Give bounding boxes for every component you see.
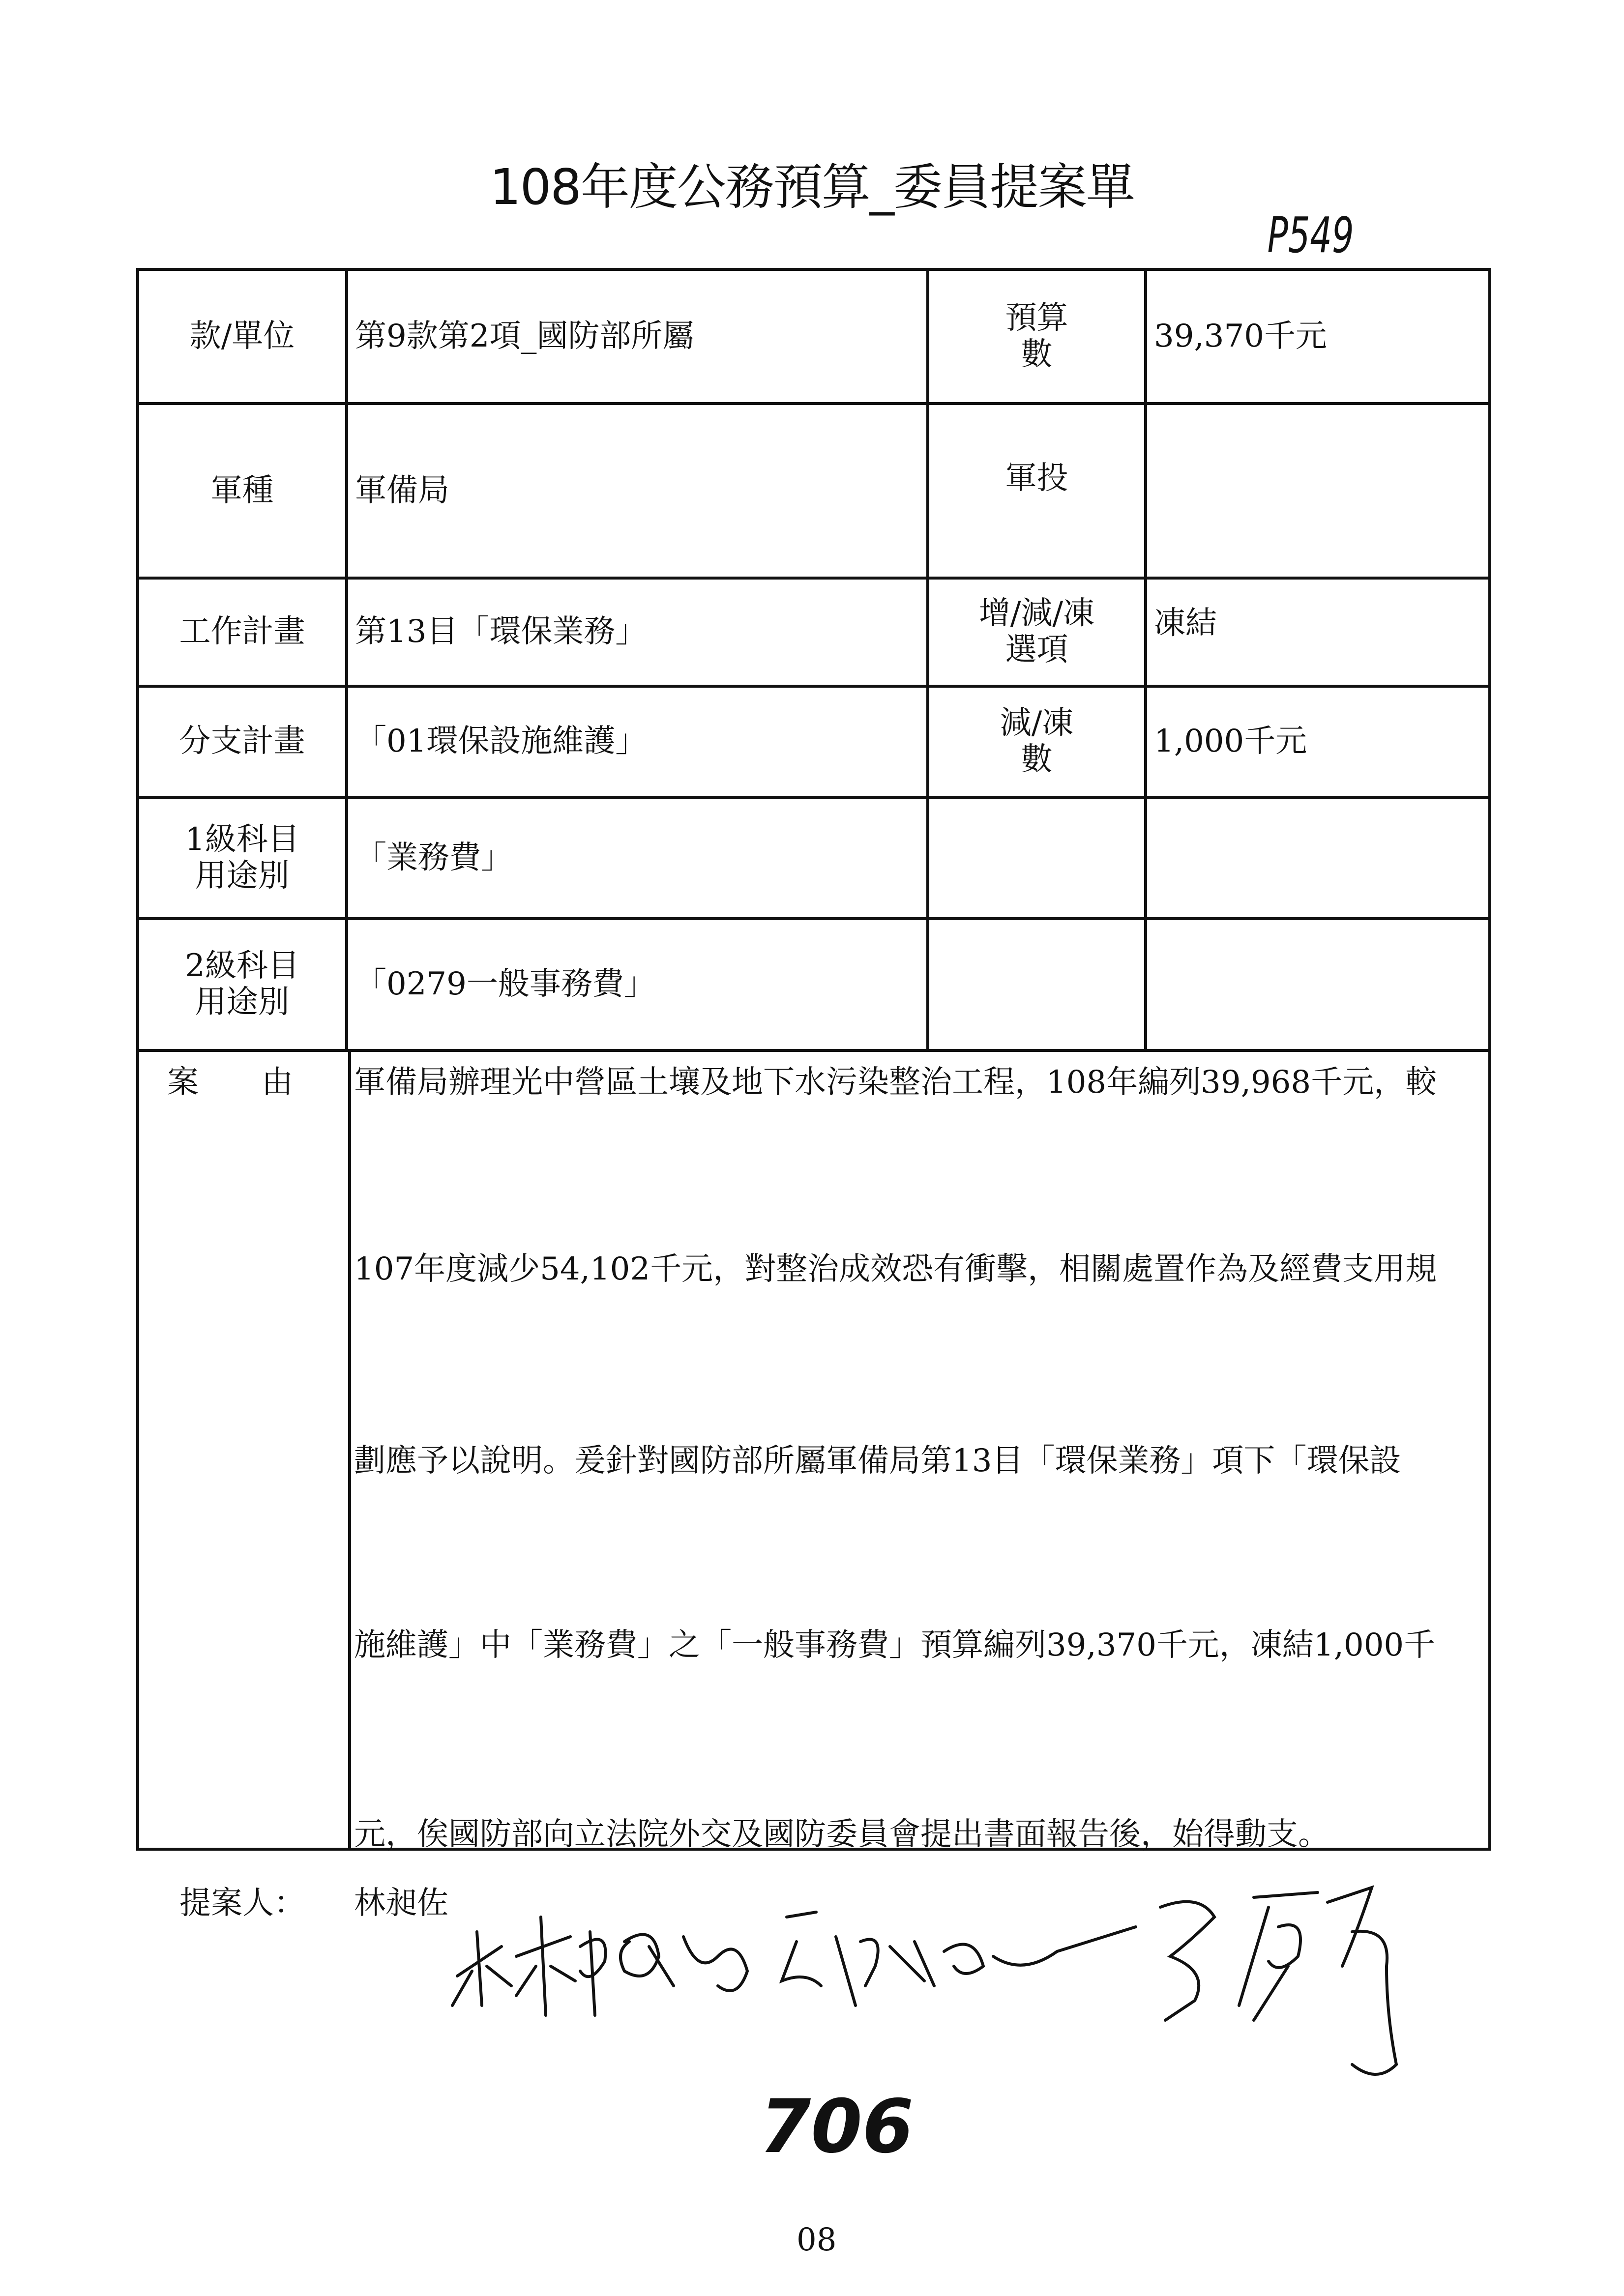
signature-stroke	[516, 1917, 575, 2015]
signature-stroke	[452, 1932, 511, 2005]
value-account-unit: 第9款第2項_國防部所屬	[355, 318, 694, 354]
label-sub-plan: 分支計畫	[179, 723, 305, 760]
value-military-investment	[1147, 405, 1488, 577]
label-account-unit: 款/單位	[189, 318, 295, 354]
label-military-investment: 軍投	[1005, 460, 1068, 497]
reason-line: 軍備局辦理光中營區土壤及地下水污染整治工程，108年編列39,968千元，較	[354, 1064, 1437, 1101]
value-service-branch: 軍備局	[355, 472, 449, 509]
signature-stroke	[1160, 1902, 1214, 2020]
handwritten-page-reference: P549	[1267, 206, 1354, 264]
reason-line: 107年度減少54,102千元，對整治成效恐有衝擊，相關處置作為及經費支用規	[354, 1251, 1437, 1287]
document-title: 108年度公務預算_委員提案單	[490, 158, 1134, 216]
proposer-name: 林昶佐	[354, 1885, 448, 1921]
value-budget-amount: 39,370千元	[1154, 318, 1327, 354]
label-level1-subject: 1級科目 用途別	[185, 821, 299, 894]
handwritten-page-number: 706	[760, 2084, 914, 2170]
signature-stroke	[620, 1934, 674, 1986]
signature-stroke	[782, 1912, 821, 1986]
proposer-label: 提案人：	[179, 1885, 305, 1921]
signature-stroke	[836, 1937, 934, 2005]
signature-stroke	[580, 1932, 605, 2015]
label-level2-subject: 2級科目 用途別	[185, 948, 299, 1020]
page-number: 08	[797, 2222, 837, 2258]
label-reason: 案 由	[167, 1064, 293, 1101]
signature-stroke	[1328, 1888, 1396, 2074]
value-level2-subject: 「0279一般事務費」	[355, 966, 655, 1003]
label-cut-freeze-amount: 減/凍 數	[1000, 705, 1074, 778]
signature-stroke	[944, 1927, 1136, 1974]
col-divider	[348, 1049, 351, 1849]
value-sub-plan: 「01環保設施維護」	[355, 723, 647, 760]
reason-line: 元，俟國防部向立法院外交及國防委員會提出書面報告後，始得動支。	[354, 1816, 1329, 1853]
value-adjust-option: 凍結	[1154, 605, 1217, 642]
signature-stroke	[1239, 1892, 1318, 2020]
label-budget-amount: 預算 數	[1005, 299, 1068, 373]
value-cut-freeze-amount: 1,000千元	[1154, 723, 1307, 760]
reason-line: 劃應予以說明。爰針對國防部所屬軍備局第13目「環保業務」項下「環保設	[354, 1443, 1401, 1479]
value-work-plan: 第13目「環保業務」	[355, 613, 647, 650]
label-work-plan: 工作計畫	[179, 613, 305, 650]
reason-line: 施維護」中「業務費」之「一般事務費」預算編列39,370千元，凍結1,000千	[354, 1627, 1436, 1663]
label-service-branch: 軍種	[210, 472, 274, 509]
label-adjust-option: 增/減/凍 選項	[978, 595, 1095, 668]
value-level1-subject: 「業務費」	[355, 839, 512, 876]
handwritten-signature	[443, 1858, 1475, 2133]
row-divider	[136, 1049, 1491, 1052]
table-border-right	[1488, 268, 1491, 1851]
signature-stroke	[683, 1937, 747, 1991]
